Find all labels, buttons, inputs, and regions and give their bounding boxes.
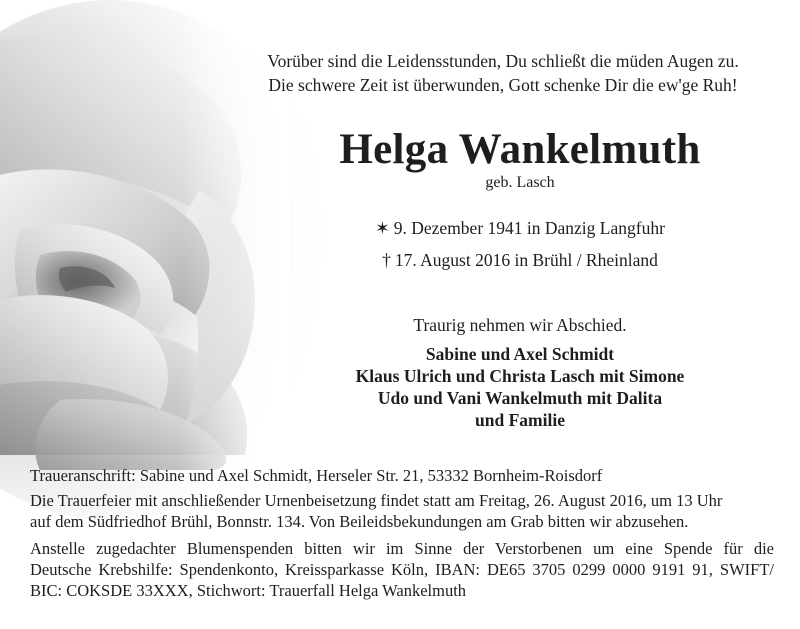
ceremony-info bbox=[30, 490, 774, 532]
family-member: Sabine und Axel Schmidt bbox=[425, 344, 615, 364]
mourning-address: Traueranschrift: Sabine und Axel Schmidt, Herseler Str. 21, 53332 Bornheim-Roisdorf bbox=[30, 466, 603, 485]
verse-line-1: Vorüber sind die Leidensstunden, Du schließt die müden Augen zu. bbox=[267, 51, 739, 71]
birth-date: 9. Dezember 1941 in Danzig Langfuhr bbox=[393, 218, 665, 238]
star-icon: ✶ bbox=[375, 218, 390, 238]
donation-info bbox=[30, 538, 774, 601]
family-member: Udo und Vani Wankelmuth mit Dalita bbox=[377, 388, 663, 408]
verse bbox=[238, 49, 768, 97]
family-member: Klaus Ulrich und Christa Lasch mit Simone bbox=[355, 366, 685, 386]
donation-line-3: BIC: COKSDE 33XXX, Stichwort: Trauerfall Helga Wankelmuth bbox=[30, 581, 467, 600]
birth-date-line bbox=[230, 217, 800, 239]
deceased-name: Helga Wankelmuth bbox=[339, 126, 701, 173]
family-member: und Familie bbox=[475, 410, 565, 430]
mourning-intro: Traurig nehmen wir Abschied. bbox=[413, 315, 627, 335]
donation-line-2: Deutsche Krebshilfe: Spendenkonto, Kreissparkasse Köln, IBAN: DE65 3705 0299 0000 9191 91, SWIFT/ bbox=[30, 560, 774, 579]
death-date-line bbox=[230, 249, 800, 271]
verse-line-2: Die schwere Zeit ist überwunden, Gott schenke Dir die ew'ge Ruh! bbox=[268, 75, 738, 95]
family-list bbox=[250, 343, 790, 431]
death-date: 17. August 2016 in Brühl / Rheinland bbox=[394, 250, 658, 270]
cross-icon: † bbox=[382, 250, 391, 270]
ceremony-line-1: Die Trauerfeier mit anschließender Urnenbeisetzung findet statt am Freitag, 26. August 2016, um 13 Uhr bbox=[30, 491, 723, 510]
ceremony-line-2: auf dem Südfriedhof Brühl, Bonnstr. 134. Von Beileidsbekundungen am Grab bitten wir abzusehen. bbox=[30, 512, 689, 531]
birth-name: geb. Lasch bbox=[485, 174, 555, 191]
donation-line-1: Anstelle zugedachter Blumenspenden bitten wir im Sinne der Verstorbenen um eine Spende für die bbox=[30, 539, 774, 558]
